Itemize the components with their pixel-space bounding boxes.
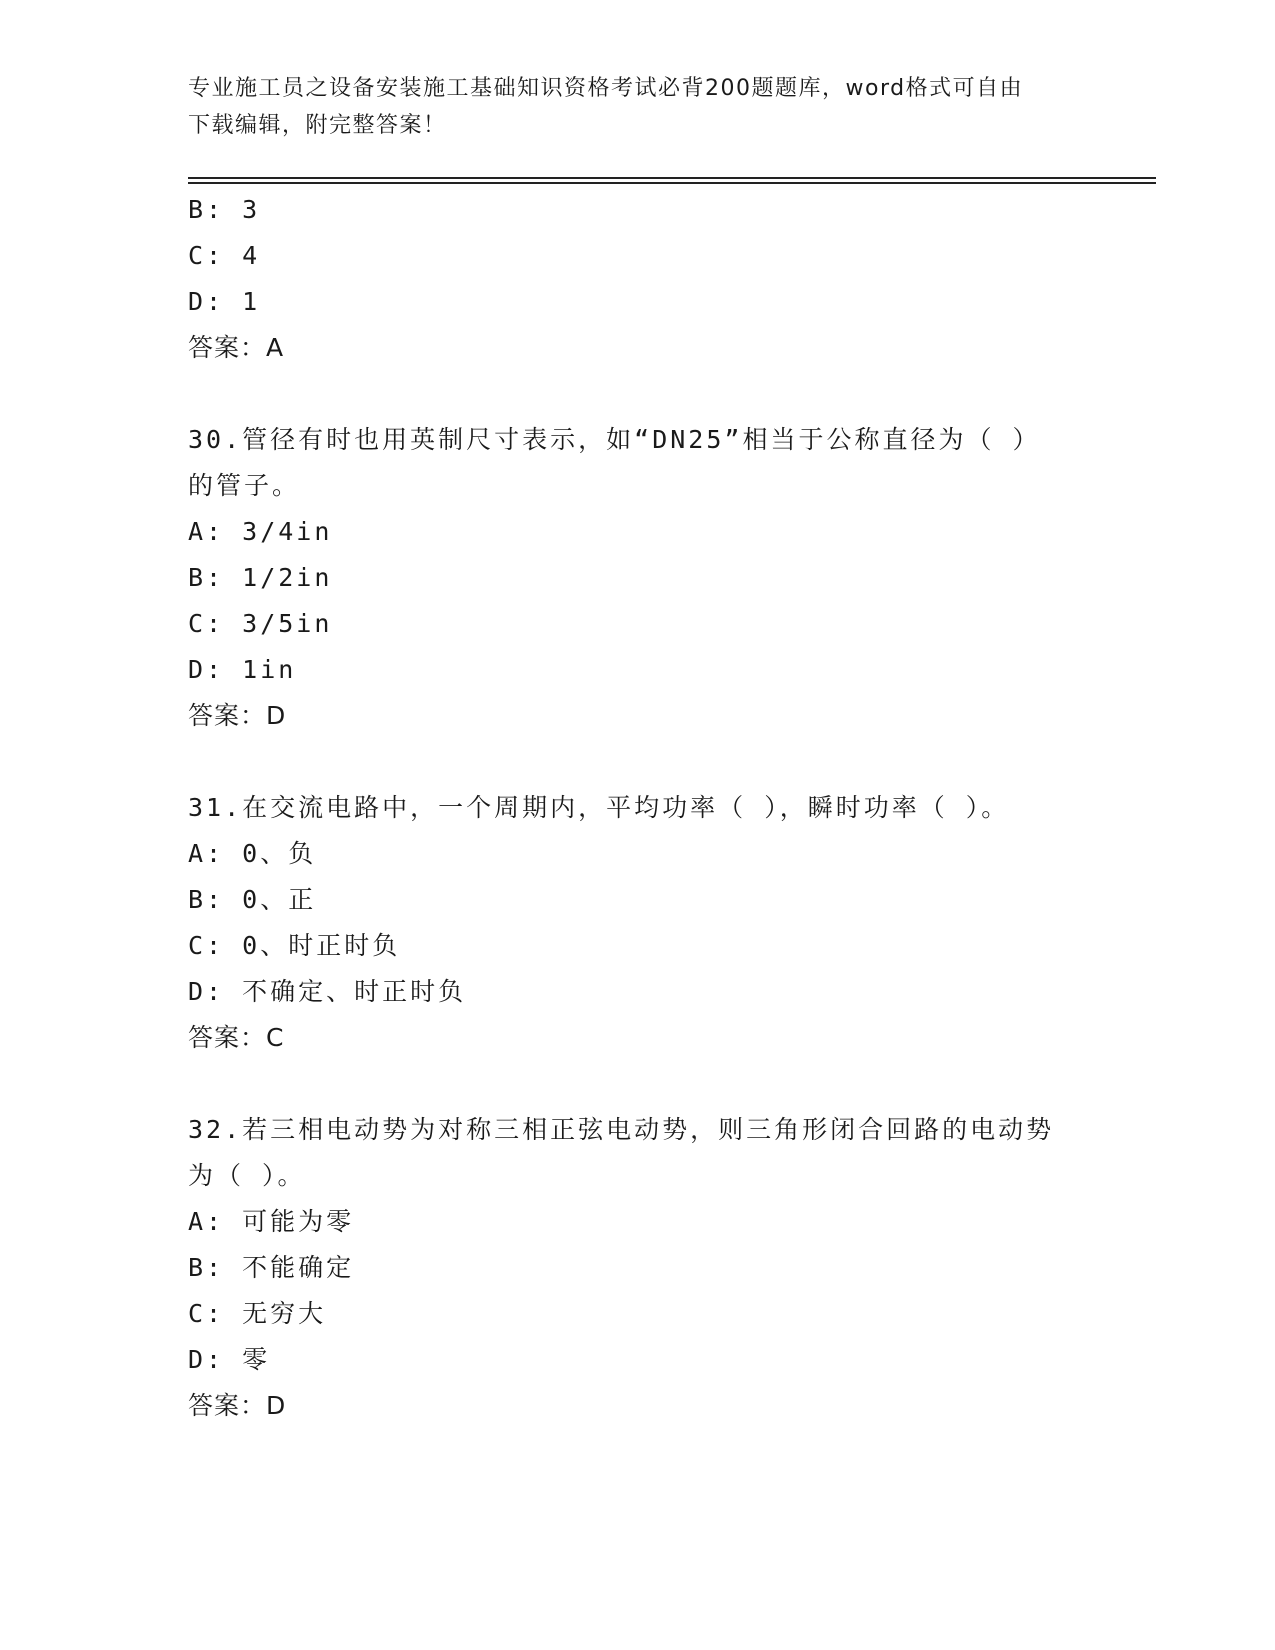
question-block-30 <box>188 417 1108 739</box>
spacer <box>188 371 1108 417</box>
option-c: C: 无穷大 <box>188 1299 327 1328</box>
header-title-line-2: 下载编辑，附完整答案！ <box>188 113 447 138</box>
option-b: B: 0、正 <box>188 885 317 914</box>
answer-line: 答案：A <box>188 333 285 362</box>
option-a: A: 可能为零 <box>188 1207 355 1236</box>
header-rule-top <box>188 177 1156 179</box>
option-b: B: 不能确定 <box>188 1253 355 1282</box>
option-b: B: 3 <box>188 195 261 224</box>
question-stem-continued: 为（ ）。 <box>188 1161 306 1190</box>
answer-line: 答案：D <box>188 701 287 730</box>
question-stem: 32.若三相电动势为对称三相正弦电动势，则三角形闭合回路的电动势 <box>188 1115 1055 1144</box>
option-d: D: 1in <box>188 655 297 684</box>
option-a: A: 3/4in <box>188 517 333 546</box>
option-c: C: 0、时正时负 <box>188 931 401 960</box>
option-c: C: 4 <box>188 241 261 270</box>
option-d: D: 零 <box>188 1345 271 1374</box>
answer-line: 答案：C <box>188 1023 285 1052</box>
header-rule-bottom <box>188 182 1156 184</box>
option-c: C: 3/5in <box>188 609 333 638</box>
option-a: A: 0、负 <box>188 839 317 868</box>
question-stem-continued: 的管子。 <box>188 471 301 500</box>
question-list <box>188 187 1108 1429</box>
header-title-line-1: 专业施工员之设备安装施工基础知识资格考试必背200题题库，word格式可自由 <box>188 76 1024 101</box>
answer-line: 答案：D <box>188 1391 287 1420</box>
question-stem: 31.在交流电路中，一个周期内，平均功率（ ），瞬时功率（ ）。 <box>188 793 1010 822</box>
spacer <box>188 1061 1108 1107</box>
question-stem: 30.管径有时也用英制尺寸表示，如“DN25”相当于公称直径为（ ） <box>188 425 1041 454</box>
option-b: B: 1/2in <box>188 563 333 592</box>
question-block-32 <box>188 1107 1108 1429</box>
spacer <box>188 739 1108 785</box>
question-block-29 <box>188 187 1108 371</box>
option-d: D: 1 <box>188 287 261 316</box>
option-d: D: 不确定、时正时负 <box>188 977 467 1006</box>
question-block-31 <box>188 785 1108 1061</box>
document-header <box>188 70 1088 144</box>
